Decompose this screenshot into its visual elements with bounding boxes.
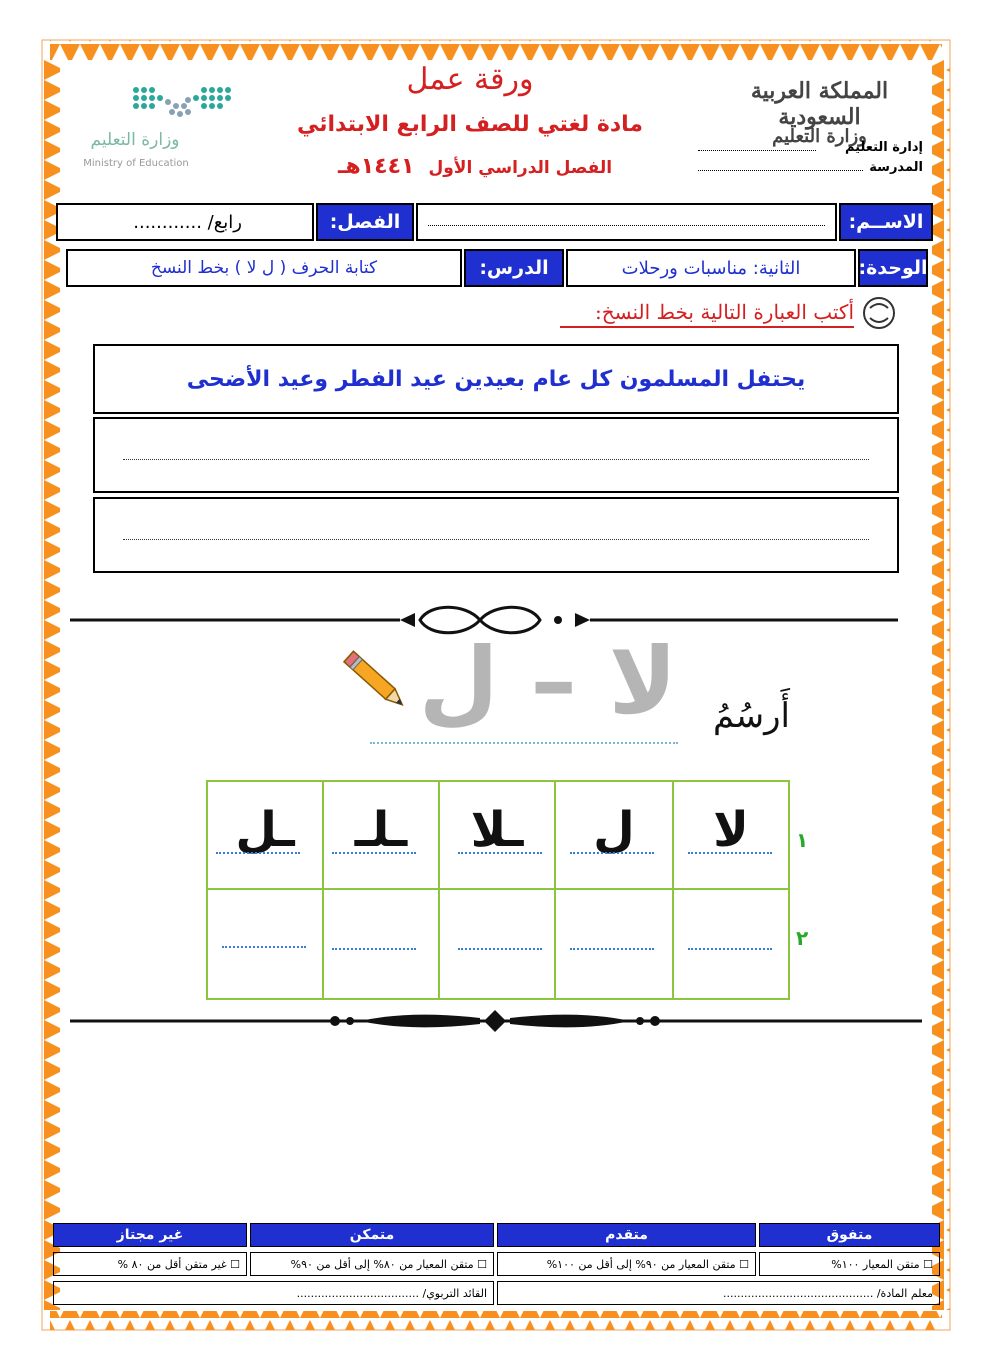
instruction-underline (370, 742, 678, 744)
big-model-letters: لا – ل (418, 628, 678, 735)
model-sentence: يحتفل المسلمون كل عام بعيدين عيد الفطر وعيد الأضحى (186, 366, 806, 392)
kingdom-line1: المملكة العربية السعودية (750, 78, 889, 130)
practice-grid (206, 780, 790, 1000)
kingdom-logo (712, 78, 927, 147)
writing-box-2[interactable] (93, 497, 899, 573)
kingdom-line2: وزارة التعليم (772, 126, 867, 147)
grid-cell-r2c1[interactable] (672, 888, 790, 1000)
criteria-fail[interactable]: ☐ غير متقن أقل من ٨٠ % (53, 1252, 247, 1276)
grid-cell-r2c2[interactable] (554, 888, 674, 1000)
term-label: الفصل الدراسي الأول (428, 158, 613, 178)
admin-field (698, 140, 923, 155)
grid-cell-r2c5[interactable] (206, 888, 324, 1000)
class-field[interactable]: رابع/ ............ (56, 203, 314, 241)
criteria-excellent[interactable]: ☐ متقن المعيار ١٠٠% (759, 1252, 940, 1276)
lesson-label: الدرس: (464, 249, 564, 287)
grid-cell-r2c3[interactable] (438, 888, 556, 1000)
admin-dots (698, 150, 816, 151)
level-fail: غير مجتاز (53, 1223, 247, 1247)
model-letter-4: ـلـ (354, 802, 408, 858)
lesson-value: كتابة الحرف ( ل لا ) بخط النسخ (66, 249, 462, 287)
model-letter-2: ل (593, 802, 635, 858)
admin-label: إدارة التعليم (844, 140, 923, 155)
ministry-logo-icon (128, 82, 236, 118)
writing-line-2 (123, 539, 869, 540)
subject-title: مادة لغتي للصف الرابع الابتدائي (296, 112, 644, 137)
scroll-ornament-icon (860, 296, 898, 330)
leader-signature[interactable]: القائد التربوي/ ................................... (53, 1281, 494, 1305)
criteria-proficient[interactable]: ☐ متقن المعيار من ٨٠% إلى أقل من ٩٠% (250, 1252, 494, 1276)
model-letter-5: ـل (235, 802, 295, 858)
year-label: ١٤٤١هـ (337, 154, 415, 179)
name-dots (428, 225, 825, 226)
school-label: المدرسة (869, 160, 923, 175)
trace-line-r2c4 (332, 948, 416, 950)
model-letter-3: ـلا (470, 802, 524, 858)
row-number-1: ١ (796, 828, 809, 852)
name-label: الاســم: (839, 203, 933, 241)
school-field (698, 160, 923, 175)
trace-line-r1c2 (570, 852, 654, 854)
level-advanced: متقدم (497, 1223, 756, 1247)
pencil-icon (340, 642, 414, 722)
name-field[interactable] (416, 203, 837, 241)
level-excellent: متفوق (759, 1223, 940, 1247)
trace-line-r1c5 (216, 852, 300, 854)
writing-box-1[interactable] (93, 417, 899, 493)
trace-line-r2c5 (222, 946, 306, 948)
exercise1-instruction: أكتب العبارة التالية بخط النسخ: (560, 300, 854, 328)
trace-line-r1c3 (458, 852, 542, 854)
trace-line-r1c1 (688, 852, 772, 854)
teacher-signature[interactable]: معلم المادة/ ........................................... (497, 1281, 940, 1305)
trace-line-r1c4 (332, 852, 416, 854)
trace-line-r2c3 (458, 948, 542, 950)
ministry-name-ar: وزارة التعليم (90, 130, 180, 150)
school-dots (698, 170, 863, 171)
ornament-divider-2 (70, 1006, 922, 1036)
level-proficient: متمكن (250, 1223, 494, 1247)
unit-value: الثانية: مناسبات ورحلات (566, 249, 856, 287)
unit-label: الوحدة: (858, 249, 928, 287)
row-number-2: ٢ (796, 926, 809, 950)
sentence-box (93, 344, 899, 414)
model-letter-1: لا (713, 802, 749, 858)
trace-line-r2c1 (688, 948, 772, 950)
exercise2-instruction: أَرسُمُ (713, 696, 790, 736)
criteria-advanced[interactable]: ☐ متقن المعيار من ٩٠% إلى أقل من ١٠٠% (497, 1252, 756, 1276)
ministry-name-en: Ministry of Education (83, 158, 189, 169)
page-title: ورقة عمل (406, 62, 534, 97)
writing-line-1 (123, 459, 869, 460)
class-label: الفصل: (316, 203, 414, 241)
term-line (330, 154, 620, 179)
trace-line-r2c2 (570, 948, 654, 950)
grid-cell-r2c4[interactable] (322, 888, 440, 1000)
